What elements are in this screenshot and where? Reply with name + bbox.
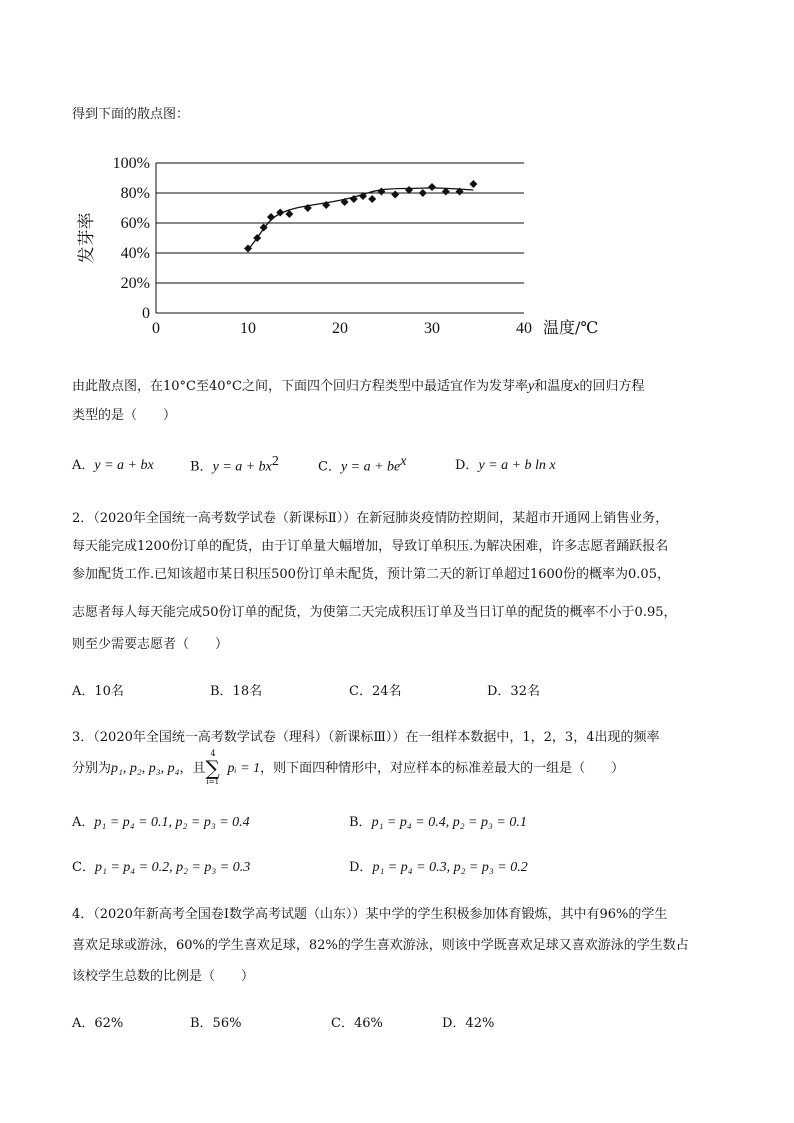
q1-line-1 <box>72 375 644 395</box>
q3-option-b-formula: p₁ = p₄ = 0.4, p₂ = p₃ = 0.1 <box>371 815 527 830</box>
q4-option-a[interactable]: A．62% <box>72 1016 124 1031</box>
y-tick-label: 40% <box>120 245 150 262</box>
q2-option-a[interactable]: A．10名 <box>72 684 124 699</box>
q1-option-a-label: A． <box>72 458 95 473</box>
data-point <box>377 188 385 196</box>
sigma-glyph: ∑ <box>205 755 220 780</box>
q3-line-2-mid: ，且 <box>179 761 206 776</box>
y-tick-label: 80% <box>120 185 150 202</box>
data-point <box>391 191 399 199</box>
data-points <box>244 180 477 253</box>
q1-option-c[interactable] <box>318 454 407 475</box>
sum-lower-limit: i=1 <box>206 777 220 786</box>
x-tick-label: 10 <box>240 320 256 337</box>
q4-option-b[interactable]: B．56% <box>190 1016 242 1031</box>
q4-line-2: 喜欢足球或游泳，60%的学生喜欢足球，82%的学生喜欢游泳，则该中学既喜欢足球又喜欢游泳的学生数占 <box>72 938 689 953</box>
q3-option-c-formula: p₁ = p₄ = 0.2, p₂ = p₃ = 0.3 <box>94 860 251 875</box>
x-tick-label: 0 <box>152 320 160 337</box>
q4-line-1: 4．（2020年新高考全国卷Ⅰ数学高考试题（山东））某中学的学生积极参加体育锻炼，其中有96%的学生 <box>72 907 668 922</box>
x-tick-labels <box>152 320 532 337</box>
q1-option-b[interactable] <box>190 454 279 475</box>
q3-sum-expression: pᵢ = 1 <box>227 761 261 776</box>
q2-option-d[interactable]: D．32名 <box>487 684 540 699</box>
data-point <box>469 180 477 188</box>
q3-option-c-label: C． <box>72 860 95 875</box>
q1-option-b-formula: y = a + bx <box>212 459 272 475</box>
q2-line-2: 每天能完成1200份订单的配货，由于订单量大幅增加，导致订单积压.为解决困难，许多志愿者踊跃报名 <box>72 539 669 554</box>
sum-upper-limit: 4 <box>210 748 216 758</box>
q1-option-d-label: D． <box>455 458 479 473</box>
q1-option-d[interactable] <box>455 454 556 474</box>
q4-line-3: 该校学生总数的比例是（ ） <box>72 969 255 984</box>
q1-text-1: 由此散点图，在10°C至40°C之间，下面四个回归方程类型中最适宜作为发芽率 <box>72 379 528 394</box>
q3-option-c[interactable] <box>72 856 250 876</box>
q4-option-d[interactable]: D．42% <box>442 1016 495 1031</box>
data-point <box>368 195 376 203</box>
q3-option-a-label: A． <box>72 815 95 830</box>
q1-text-3: 的回归方程 <box>579 379 645 394</box>
q3-p-list: p₁, p₂, p₃, p₄ <box>111 761 180 776</box>
x-tick-label: 40 <box>516 320 532 337</box>
intro-text: 得到下面的散点图： <box>72 107 190 122</box>
q2-line-5: 则至少需要志愿者（ ） <box>72 637 229 652</box>
q3-option-d-formula: p₁ = p₄ = 0.3, p₂ = p₃ = 0.2 <box>372 860 528 875</box>
q3-line-2-prefix: 分别为 <box>72 761 112 776</box>
y-tick-label: 20% <box>120 275 150 292</box>
y-tick-label: 100% <box>112 155 150 172</box>
q2-option-c[interactable]: C．24名 <box>349 684 402 699</box>
y-tick-label: 0 <box>142 305 150 322</box>
q2-option-b[interactable]: B．18名 <box>210 684 263 699</box>
q3-option-a-formula: p₁ = p₄ = 0.1, p₂ = p₃ = 0.4 <box>94 815 250 830</box>
q3-option-d-label: D． <box>349 860 373 875</box>
q3-line-1: 3．（2020年全国统一高考数学试卷（理科）（新课标Ⅲ））在一组样本数据中，1，2，3，4出现的频率 <box>72 730 660 745</box>
q1-option-a-formula: y = a + bx <box>94 458 154 473</box>
q3-option-b[interactable] <box>349 811 527 831</box>
q1-option-b-exponent: 2 <box>271 454 279 469</box>
q3-option-a[interactable] <box>72 811 250 831</box>
q1-var-x: x <box>573 379 580 394</box>
q1-text-2: 和温度 <box>534 379 574 394</box>
q3-line-2 <box>72 748 625 786</box>
q2-line-4: 志愿者每人每天能完成50份订单的配货，为使第二天完成积压订单及当日订单的配货的概率不小于0.95， <box>72 605 677 620</box>
data-point <box>267 213 275 221</box>
chart-grid <box>156 163 524 313</box>
x-axis-label: 温度/℃ <box>543 318 599 337</box>
q1-option-c-label: C． <box>318 459 341 475</box>
q1-option-c-formula: y = a + be <box>340 459 401 475</box>
q3-option-b-label: B． <box>349 815 372 830</box>
q1-option-d-formula: y = a + b ln x <box>478 458 556 473</box>
x-tick-label: 30 <box>424 320 440 337</box>
q1-option-b-label: B． <box>190 459 213 475</box>
data-point <box>428 183 436 191</box>
y-axis-label: 发芽率 <box>77 212 97 264</box>
data-point <box>419 189 427 197</box>
q1-option-c-exponent: x <box>400 454 407 469</box>
y-tick-label: 60% <box>120 215 150 232</box>
q2-line-1: 2．（2020年全国统一高考数学试卷（新课标Ⅱ））在新冠肺炎疫情防控期间，某超市开通网上销售业务， <box>72 511 669 526</box>
q1-line-2: 类型的是（ ） <box>72 408 177 423</box>
q1-option-a[interactable] <box>72 454 154 474</box>
summation-symbol <box>205 748 228 786</box>
q2-line-3: 参加配货工作.已知该超市某日积压500份订单未配货，预计第二天的新订单超过1600份的概率为0.05， <box>72 567 670 582</box>
scatter-chart <box>70 148 630 343</box>
q1-var-y: y <box>527 379 535 394</box>
y-tick-labels <box>113 155 150 322</box>
x-tick-label: 20 <box>332 320 348 337</box>
q3-line-2-suffix: ，则下面四种情形中，对应样本的标准差最大的一组是（ ） <box>260 761 625 776</box>
q4-option-c[interactable]: C．46% <box>331 1016 383 1031</box>
q3-option-d[interactable] <box>349 856 528 876</box>
